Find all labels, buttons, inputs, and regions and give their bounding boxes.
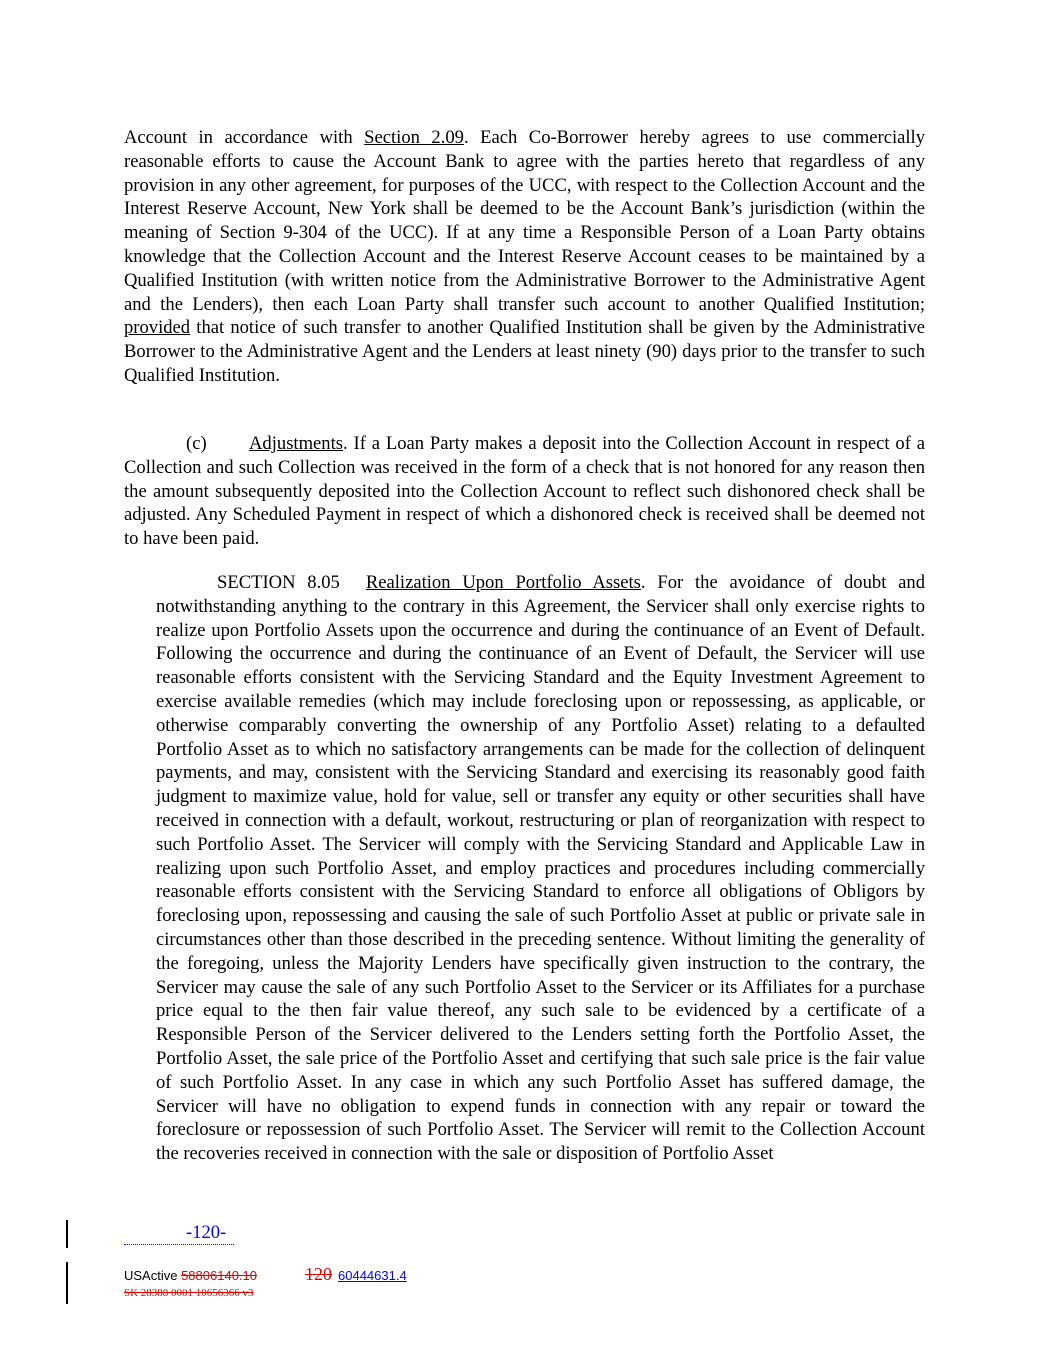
section-heading: Realization Upon Portfolio Assets bbox=[365, 572, 641, 593]
provided-term: provided bbox=[124, 317, 191, 339]
page-number: -120- bbox=[124, 1222, 234, 1245]
section-8-05 bbox=[156, 571, 925, 1166]
para1-text-1: Account in accordance with bbox=[124, 127, 365, 148]
new-doc-id: 60444631.4 bbox=[338, 1268, 407, 1283]
para1-text-2: . Each Co-Borrower hereby agrees to use commercially reasonable efforts to cause the Account Bank to agree with the parties hereto that regardless of any provision in any other agreement, for purposes of the UCC, with respect to the Collection Account and the Interest Reserve Account, New York shall be deemed to be the Account Bank’s jurisdiction (within the meaning of Section 9-304 of the UCC). If at any time a Responsible Person of a Loan Party obtains knowledge that the Collection Account and the Interest Reserve Account ceases to be maintained by a Qualified Institution (with written notice from the Administrative Borrower to the Administrative Agent and the Lenders), then each Loan Party shall transfer such account to another Qualified Institution; bbox=[124, 127, 926, 315]
clause-label-c: (c) bbox=[186, 433, 207, 454]
para1-text-3: that notice of such transfer to another Qualified Institution shall be given by the Administrative Borrower to the Administrative Agent and the Lenders at least ninety (90) days prior to the transfer to such Qualified Institution. bbox=[124, 317, 925, 386]
change-bar-1 bbox=[66, 1220, 68, 1248]
section-2-09-reference[interactable]: Section 2.09 bbox=[364, 127, 464, 148]
old-sk-id: SK 28388 0001 10656366 v3 bbox=[124, 1287, 254, 1299]
old-page-number: 120 bbox=[305, 1264, 332, 1284]
paragraph-adjustments bbox=[124, 432, 925, 551]
paragraph-account bbox=[124, 126, 925, 388]
section-number: SECTION 8.05 bbox=[217, 572, 340, 593]
adjustments-heading: Adjustments bbox=[249, 433, 344, 454]
section-body: . For the avoidance of doubt and notwithstanding anything to the contrary in this Agreement, the Servicer shall only exercise rights to realize upon Portfolio Assets upon the occurrence and during the continuance of an Event of Default. Following the occurrence and during the continuance of an Event of Default, the Servicer will use reasonable efforts consistent with the Servicing Standard and the Equity Investment Agreement to exercise available remedies (which may include foreclosing upon or repossessing, as applicable, or otherwise comparably converting the ownership of any Portfolio Asset) relating to a defaulted Portfolio Asset as to which no satisfactory arrangements can be made for the collection of delinquent payments, and may, consistent with the Servicing Standard and exercising its reasonably good faith judgment to maximize value, hold for value, sell or transfer any equity or other securities shall have received in connection with a default, workout, restructuring or plan of reorganization with respect to such Portfolio Asset. The Servicer will comply with the Servicing Standard and Applicable Law in realizing upon such Portfolio Asset, and employ practices and procedures including commercially reasonable efforts consistent with the Servicing Standard to enforce all obligations of Obligors by foreclosing upon, repossessing and causing the sale of such Portfolio Asset at public or private sale in circumstances other than those described in the preceding sentence. Without limiting the generality of the foregoing, unless the Majority Lenders have specifically given instruction to the contrary, the Servicer may cause the sale of any such Portfolio Asset to the Servicer or its Affiliates for a purchase price equal to the then fair value thereof, any such sale to be evidenced by a certificate of a Responsible Person of the Servicer delivered to the Lenders setting forth the Portfolio Asset, the Portfolio Asset, the sale price of the Portfolio Asset and certifying that such sale price is the fair value of such Portfolio Asset. In any case in which any such Portfolio Asset has suffered damage, the Servicer will have no obligation to expend funds in connection with any repair or toward the foreclosure or repossession of such Portfolio Asset. The Servicer will remit to the Collection Account the recoveries received in connection with the sale or disposition of Portfolio Asset bbox=[156, 572, 926, 1165]
change-bar-2 bbox=[66, 1262, 68, 1304]
adjustments-body: . If a Loan Party makes a deposit into the Collection Account in respect of a Collection and such Collection was received in the form of a check that is not honored for any reason then the amount subsequently deposited into the Collection Account to reflect such dishonored check shall be adjusted. Any Scheduled Payment in respect of which a dishonored check is received shall be deemed not to have been paid. bbox=[124, 433, 925, 550]
doc-prefix: USActive bbox=[124, 1268, 182, 1283]
old-doc-id: 58806140.10 bbox=[181, 1268, 257, 1283]
footer-doc-id bbox=[124, 1265, 407, 1285]
